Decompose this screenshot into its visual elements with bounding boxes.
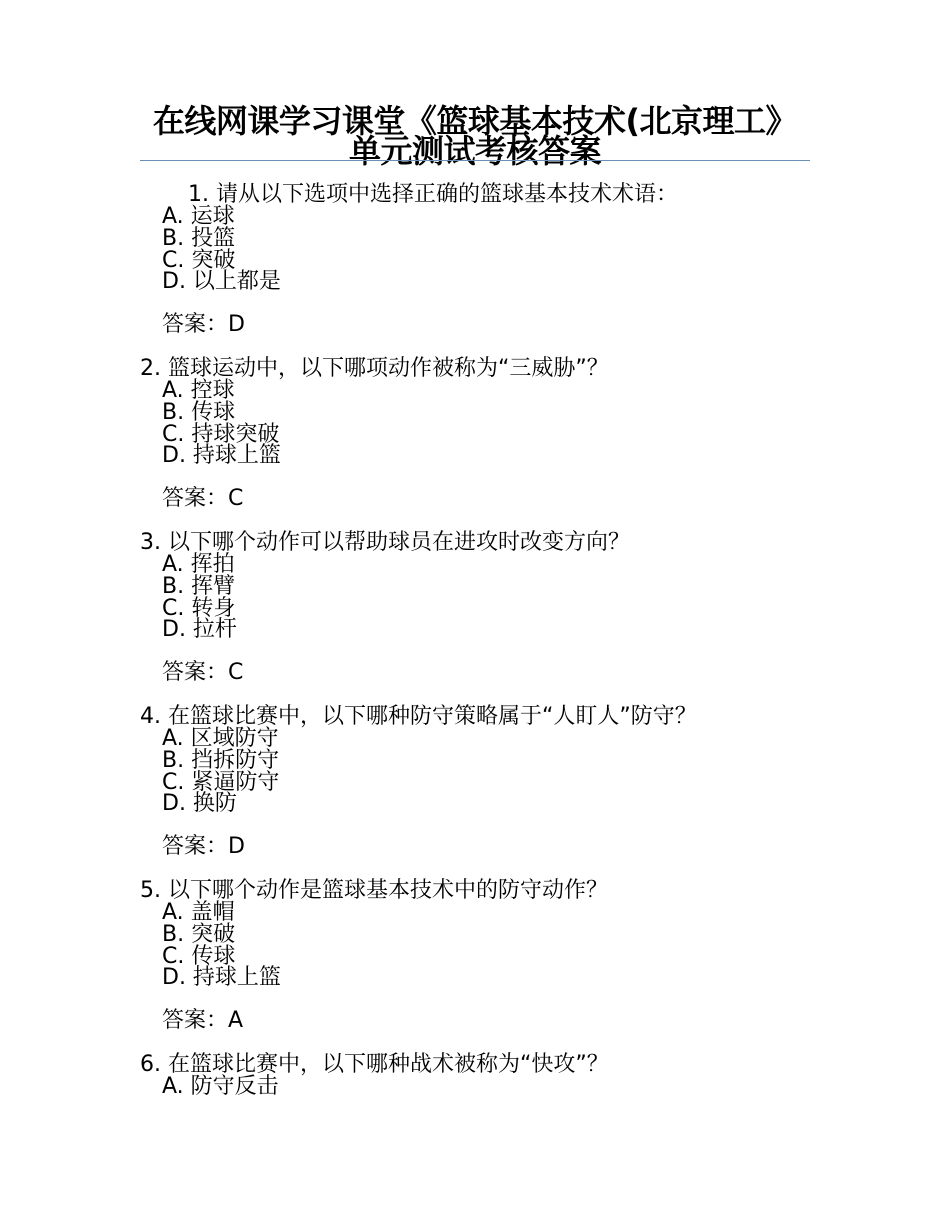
question-4-text: 4. 在篮球比赛中，以下哪种防守策略属于“人盯人”防守？ (140, 704, 697, 729)
question-5-answer: 答案：A (162, 1008, 244, 1033)
question-1-option-b: B. 投篮 (162, 226, 236, 251)
question-4-answer: 答案：D (162, 834, 245, 859)
question-6-text: 6. 在篮球比赛中，以下哪种战术被称为“快攻”？ (140, 1052, 609, 1077)
question-3-answer: 答案：C (162, 660, 244, 685)
question-4-option-b: B. 挡拆防守 (162, 748, 280, 773)
question-5-option-b: B. 突破 (162, 922, 236, 947)
question-2-text: 2. 篮球运动中，以下哪项动作被称为“三威胁”？ (140, 356, 609, 381)
question-3-option-b: B. 挥臂 (162, 574, 236, 599)
question-1-option-d: D. 以上都是 (162, 269, 281, 294)
page-title: 在线网课学习课堂《篮球基本技术(北京理工》单元测试考核答案 (152, 102, 798, 170)
question-2-option-d: D. 持球上篮 (162, 443, 281, 468)
question-4-option-d: D. 换防 (162, 791, 237, 816)
question-3-text: 3. 以下哪个动作可以帮助球员在进攻时改变方向？ (140, 530, 630, 555)
question-3-option-c: C. 转身 (162, 596, 236, 621)
question-2-option-b: B. 传球 (162, 400, 236, 425)
question-2-answer: 答案：C (162, 486, 244, 511)
title-divider (140, 160, 810, 161)
question-5-option-c: C. 传球 (162, 944, 236, 969)
question-4-option-c: C. 紧逼防守 (162, 770, 280, 795)
question-1-option-a: A. 运球 (162, 204, 235, 229)
question-5-option-a: A. 盖帽 (162, 900, 235, 925)
question-6-option-a: A. 防守反击 (162, 1074, 279, 1099)
question-2-option-a: A. 控球 (162, 378, 235, 403)
question-3-option-d: D. 拉杆 (162, 617, 237, 642)
question-1-option-c: C. 突破 (162, 248, 236, 273)
question-2-option-c: C. 持球突破 (162, 422, 280, 447)
question-5-option-d: D. 持球上篮 (162, 965, 281, 990)
question-1-answer: 答案：D (162, 312, 245, 337)
question-4-option-a: A. 区域防守 (162, 726, 279, 751)
question-3-option-a: A. 挥拍 (162, 552, 235, 577)
question-1-text: 1. 请从以下选项中选择正确的篮球基本技术术语： (188, 182, 678, 207)
question-5-text: 5. 以下哪个动作是篮球基本技术中的防守动作？ (140, 878, 608, 903)
